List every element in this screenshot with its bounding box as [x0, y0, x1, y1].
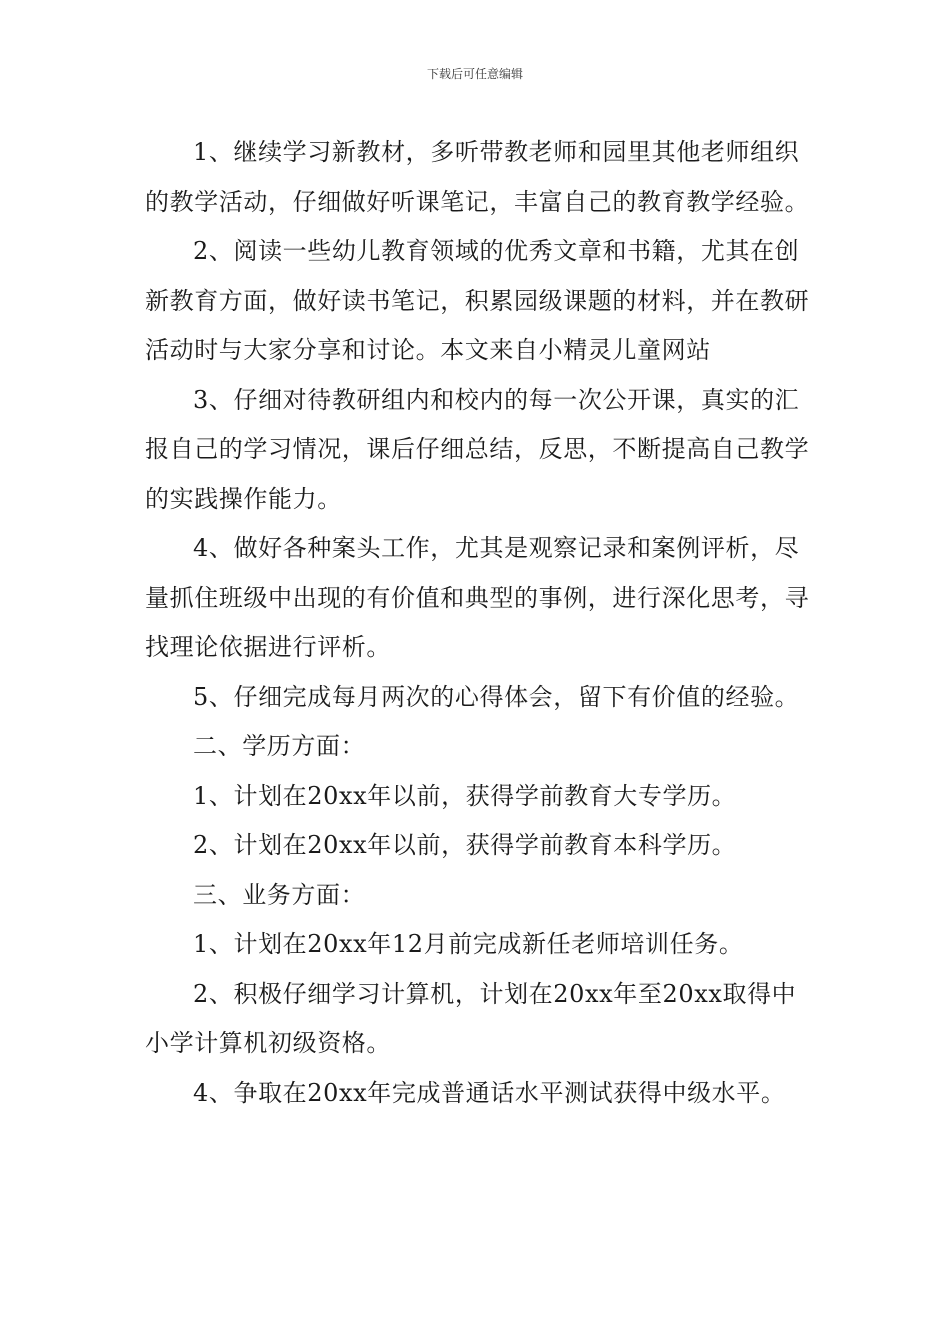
paragraph-diploma-plan: 1、计划在20xx年以前，获得学前教育大专学历。 [193, 781, 737, 810]
paragraph-desk-work: 4、做好各种案头工作，尤其是观察记录和案例评析，尽量抓住班级中出现的有价值和典型的事例，进行深化思考，寻找理论依据进行评析。 [145, 534, 810, 661]
document-body [145, 128, 811, 1118]
paragraph-study-materials: 1、继续学习新教材，多听带教老师和园里其他老师组织的教学活动，仔细做好听课笔记，丰富自己的教育教学经验。 [145, 138, 810, 216]
paragraph-training-plan: 1、计划在20xx年12月前完成新任老师培训任务。 [193, 930, 744, 958]
paragraph-mandarin-plan: 4、争取在20xx年完成普通话水平测试获得中级水平。 [193, 1078, 786, 1107]
paragraph-open-class: 3、仔细对待教研组内和校内的每一次公开课，真实的汇报自己的学习情况，课后仔细总结，反思，不断提高自己教学的实践操作能力。 [145, 385, 810, 513]
section-heading-business: 三、业务方面： [193, 880, 366, 909]
paragraph-degree-plan: 2、计划在20xx年以前，获得学前教育本科学历。 [193, 831, 737, 859]
section-heading-education: 二、学历方面： [193, 732, 366, 760]
paragraph-reflection: 5、仔细完成每月两次的心得体会，留下有价值的经验。 [193, 682, 800, 711]
page-header-note: 下载后可任意编辑 [426, 67, 523, 81]
paragraph-computer-plan: 2、积极仔细学习计算机，计划在20xx年至20xx取得中小学计算机初级资格。 [145, 979, 797, 1057]
paragraph-reading: 2、阅读一些幼儿教育领域的优秀文章和书籍，尤其在创新教育方面，做好读书笔记，积累园级课题的材料，并在教研活动时与大家分享和讨论。本文来自小精灵儿童网站 [145, 237, 810, 364]
